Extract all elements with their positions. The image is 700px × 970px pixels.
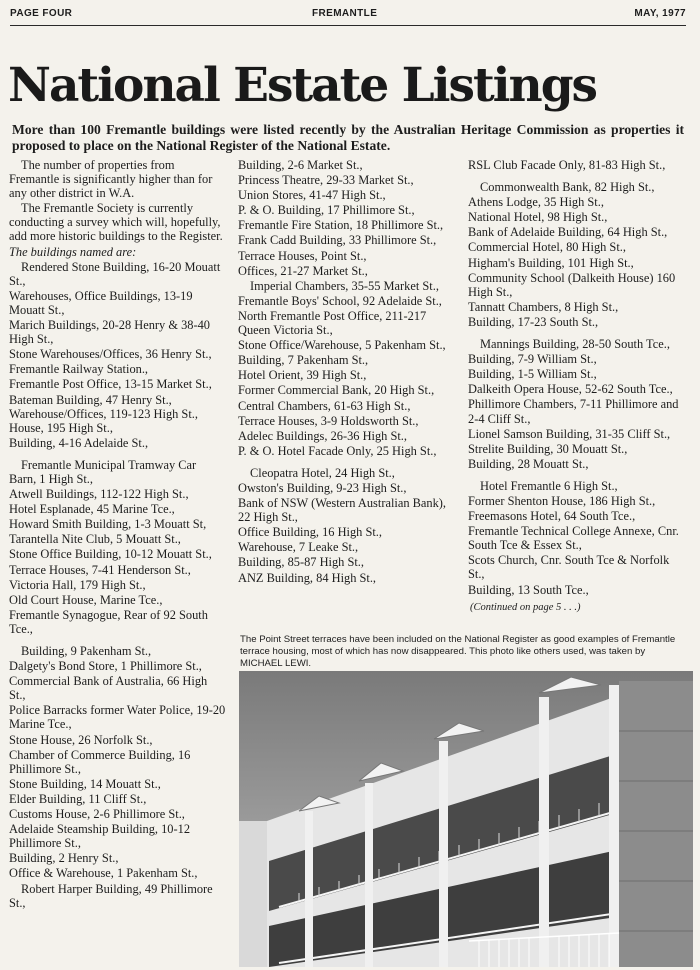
list-item: Howard Smith Building, 1-3 Mouatt St, [9, 517, 207, 532]
list-item: Robert Harper Building, 49 Phillimore St., [9, 881, 213, 910]
list-item: Building, 2-6 Market St., [238, 158, 363, 172]
list-item: Fremantle Municipal Tramway Car Barn, 1 High St., [9, 457, 197, 486]
list-intro: The buildings named are: [9, 244, 137, 259]
list-item: Warehouses, Office Buildings, 13-19 Mouatt St., [9, 288, 193, 317]
list-item: Offices, 21-27 Market St., [238, 263, 368, 278]
list-item: Former Commercial Bank, 20 High St., [238, 383, 435, 398]
page-number: PAGE FOUR [10, 8, 73, 19]
intro-paragraph: More than 100 Fremantle buildings were listed recently by the Australian Heritage Commission as properties it proposed to place on the National Register of the National Estate. [12, 122, 684, 153]
list-item: Former Shenton House, 186 High St., [468, 493, 656, 508]
issue-date: MAY, 1977 [634, 8, 686, 19]
list-item: Strelite Building, 30 Mouatt St., [468, 441, 628, 456]
list-item: Lionel Samson Building, 31-35 Cliff St., [468, 426, 671, 441]
list-item: Chamber of Commerce Building, 16 Phillimore St., [9, 747, 191, 776]
list-item: Hotel Esplanade, 45 Marine Tce., [9, 502, 175, 517]
list-item: Commonwealth Bank, 82 High St., [480, 180, 655, 195]
list-item: Stone Office Building, 10-12 Mouatt St., [9, 547, 212, 562]
list-item: Tannatt Chambers, 8 High St., [468, 299, 619, 314]
list-item: Hotel Orient, 39 High St., [238, 368, 367, 383]
continued-note: (Continued on page 5 . . .) [470, 601, 581, 613]
list-item: Building, 85-87 High St., [238, 555, 364, 570]
list-item: Scots Church, Cnr. South Tce & Norfolk St., [468, 553, 670, 582]
list-item: Building, 17-23 South St., [468, 314, 599, 329]
page-header [10, 8, 686, 24]
list-item: Fremantle Technical College Annexe, Cnr. South Tce & Essex St., [468, 524, 679, 553]
list-item: National Hotel, 98 High St., [468, 210, 608, 225]
column-1 [9, 158, 226, 911]
list-item: Fremantle Post Office, 13-15 Market St., [9, 377, 212, 392]
list-item: North Fremantle Post Office, 211-217 Queen Victoria St., [238, 308, 427, 338]
list-item: Building, 9 Pakenham St., [21, 644, 152, 658]
list-item: Building, 2 Henry St., [9, 851, 119, 866]
list-item: Dalkeith Opera House, 52-62 South Tce., [468, 382, 673, 397]
list-item: Atwell Buildings, 112-122 High St., [9, 487, 189, 502]
list-item: Terrace Houses, 3-9 Holdsworth St., [238, 413, 419, 428]
list-item: Elder Building, 11 Cliff St., [9, 791, 147, 806]
list-item: Frank Cadd Building, 33 Phillimore St., [238, 233, 437, 248]
column-3 [468, 158, 686, 616]
terrace-houses-photo [239, 671, 693, 967]
list-item: Bank of NSW (Western Australian Bank), 22 High St., [238, 496, 446, 525]
list-item: Terrace Houses, Point St., [238, 248, 367, 263]
list-item: P. & O. Building, 17 Phillimore St., [238, 203, 415, 218]
list-item: Fremantle Boys' School, 92 Adelaide St., [238, 293, 442, 308]
list-item: Building, 28 Mouatt St., [468, 456, 589, 471]
header-rule [10, 25, 686, 26]
list-item: ANZ Building, 84 High St., [238, 570, 377, 585]
list-item: Bateman Building, 47 Henry St., Warehouse/Offices, 119-123 High St., House, 195 High St., [9, 392, 198, 435]
list-item: Building, 1-5 William St., [468, 367, 597, 382]
list-item: Higham's Building, 101 High St., [468, 255, 634, 270]
list-item: Office & Warehouse, 1 Pakenham St., [9, 866, 198, 881]
list-item: Commercial Hotel, 80 High St., [468, 240, 626, 255]
list-item: Rendered Stone Building, 16-20 Mouatt St., [9, 259, 221, 288]
list-item: Imperial Chambers, 35-55 Market St., [250, 278, 439, 293]
list-item: Dalgety's Bond Store, 1 Phillimore St., [9, 659, 202, 674]
body-paragraph: The number of properties from Fremantle is significantly higher than for any other district in W.A. [9, 158, 213, 201]
list-item: Fremantle Fire Station, 18 Phillimore St., [238, 218, 444, 233]
list-item: Warehouse, 7 Leake St., [238, 540, 359, 555]
list-item: Mannings Building, 28-50 South Tce., [480, 337, 670, 352]
list-item: Stone Office/Warehouse, 5 Pakenham St., [238, 338, 446, 353]
list-item: Stone House, 26 Norfolk St., [9, 732, 153, 747]
list-item: Building, 13 South Tce., [468, 582, 589, 597]
list-item: Hotel Fremantle 6 High St., [480, 478, 618, 493]
list-item: Princess Theatre, 29-33 Market St., [238, 173, 414, 188]
list-item: Commercial Bank of Australia, 66 High St., [9, 674, 208, 703]
list-item: Cleopatra Hotel, 24 High St., [250, 465, 395, 480]
list-item: Police Barracks former Water Police, 19-20 Marine Tce., [9, 703, 226, 732]
list-item: P. & O. Hotel Facade Only, 25 High St., [238, 443, 437, 458]
headline: National Estate Listings [8, 58, 597, 113]
list-item: Freemasons Hotel, 64 South Tce., [468, 509, 636, 524]
terrace-photo-illustration [239, 671, 693, 967]
list-item: Old Court House, Marine Tce., [9, 592, 163, 607]
list-item: Terrace Houses, 7-41 Henderson St., [9, 562, 191, 577]
list-item: Central Chambers, 61-63 High St., [238, 398, 411, 413]
list-item: Building, 7 Pakenham St., [238, 353, 369, 368]
column-2 [238, 158, 455, 586]
list-item: Athens Lodge, 35 High St., [468, 195, 604, 210]
list-item: Fremantle Synagogue, Rear of 92 South Tce., [9, 607, 208, 636]
list-item: Stone Warehouses/Offices, 36 Henry St., [9, 347, 212, 362]
list-item: Customs House, 2-6 Phillimore St., [9, 807, 185, 822]
list-item: Tarantella Nite Club, 5 Mouatt St., [9, 532, 181, 547]
list-item: Building, 7-9 William St., [468, 352, 597, 367]
list-item: Adelec Buildings, 26-36 High St., [238, 428, 407, 443]
list-item: Marich Buildings, 20-28 Henry & 38-40 High St., [9, 318, 210, 347]
list-item: RSL Club Facade Only, 81-83 High St., [468, 158, 666, 172]
list-item: Phillimore Chambers, 7-11 Phillimore and 2-4 Cliff St., [468, 397, 679, 426]
list-item: Owston's Building, 9-23 High St., [238, 480, 407, 495]
list-item: Union Stores, 41-47 High St., [238, 188, 386, 203]
list-item: Victoria Hall, 179 High St., [9, 577, 146, 592]
photo-caption: The Point Street terraces have been included on the National Register as good examples of Fremantle terrace housing, most of which has now disappeared. This photo like others used, was taken by MICHAEL LEWI. [240, 634, 676, 669]
list-item: Community School (Dalkeith House) 160 High St., [468, 270, 676, 299]
list-item: Stone Building, 14 Mouatt St., [9, 776, 161, 791]
list-item: Fremantle Railway Station., [9, 362, 149, 377]
list-item: Building, 4-16 Adelaide St., [9, 435, 149, 450]
list-item: Bank of Adelaide Building, 64 High St., [468, 225, 668, 240]
list-item: Adelaide Steamship Building, 10-12 Phillimore St., [9, 822, 191, 851]
list-item: Office Building, 16 High St., [238, 525, 382, 540]
body-paragraph: The Fremantle Society is currently conducting a survey which will, hopefully, add more historic buildings to the Register. [9, 201, 223, 244]
section-name: FREMANTLE [312, 8, 378, 19]
